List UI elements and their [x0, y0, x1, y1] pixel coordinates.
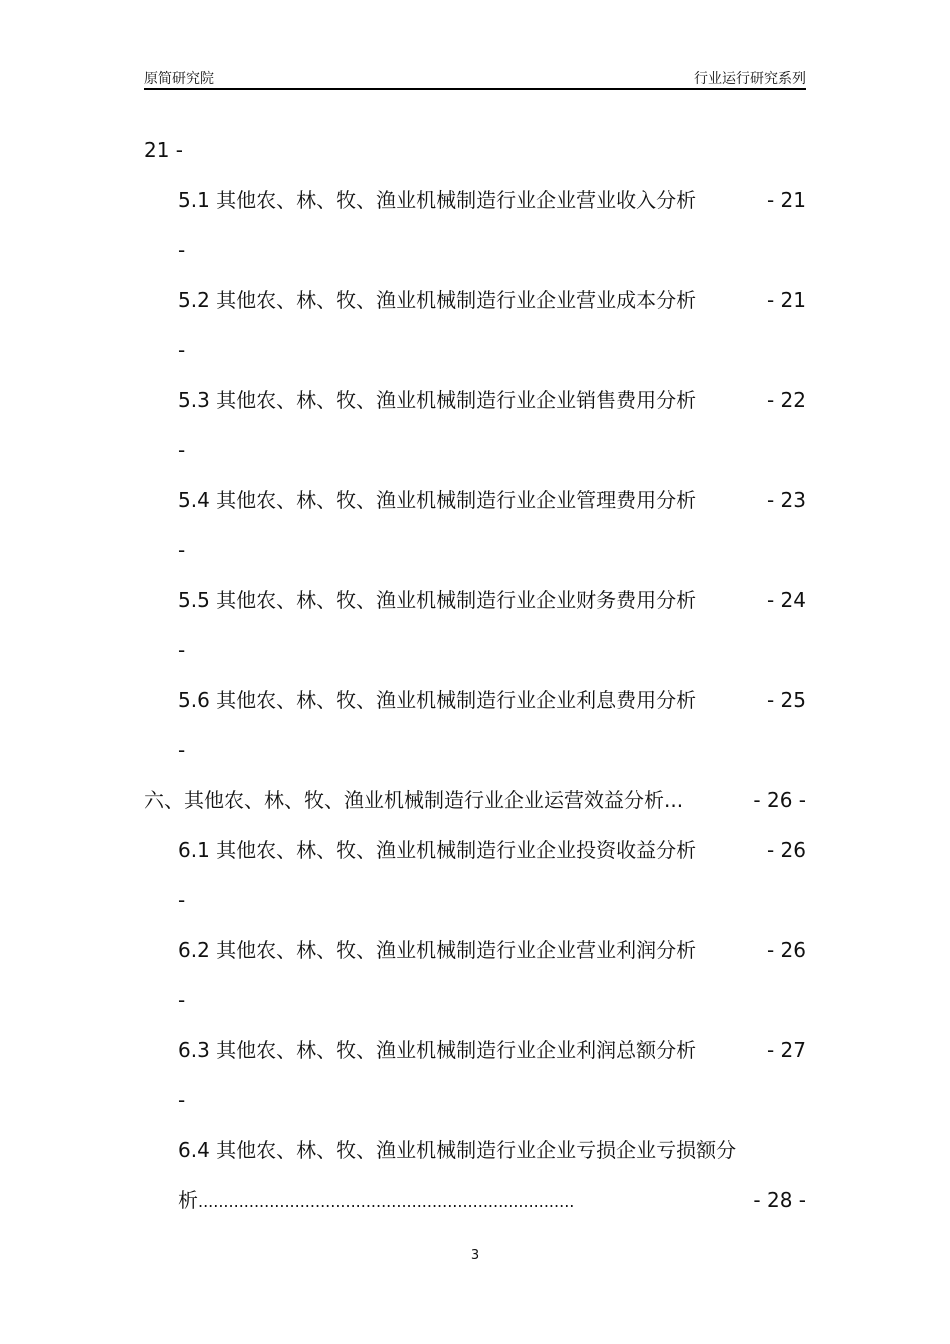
toc-entry-title-cont: 析	[178, 1188, 198, 1212]
toc-entry-title: 6.3 其他农、林、牧、渔业机械制造行业企业利润总额分析	[178, 1038, 697, 1062]
toc-entry-title: 5.1 其他农、林、牧、渔业机械制造行业企业营业收入分析	[178, 188, 697, 212]
toc-section-6[interactable]	[144, 788, 806, 812]
toc-entry-title: 6.1 其他农、林、牧、渔业机械制造行业企业投资收益分析	[178, 838, 697, 862]
toc-entry-5-3[interactable]	[178, 388, 806, 412]
toc-entry-5-5[interactable]	[178, 588, 806, 612]
header-left-text: 原简研究院	[144, 71, 214, 87]
toc-entry-title: 5.6 其他农、林、牧、渔业机械制造行业企业利息费用分析	[178, 688, 697, 712]
page-number: 3	[470, 1248, 480, 1263]
toc-entry-tail: -	[178, 1088, 186, 1112]
toc-entry-tail: -	[178, 438, 186, 462]
toc-entry-page: - 21	[766, 288, 806, 312]
toc-entry-5-6[interactable]	[178, 688, 806, 712]
toc-entry-5-1[interactable]	[178, 188, 806, 212]
toc-entry-tail: -	[178, 338, 186, 362]
toc-entry-leader: ..........................................................................	[198, 1192, 575, 1211]
toc-entry-page: - 28 -	[753, 1188, 806, 1212]
toc-entry-page: - 21	[766, 188, 806, 212]
toc-entry-tail: -	[178, 738, 186, 762]
toc-entry-tail: -	[178, 638, 186, 662]
toc-entry-title: 5.4 其他农、林、牧、渔业机械制造行业企业管理费用分析	[178, 488, 697, 512]
toc-entry-title: 6.4 其他农、林、牧、渔业机械制造行业企业亏损企业亏损额分	[178, 1138, 737, 1162]
toc-entry-5-4[interactable]	[178, 488, 806, 512]
toc-entry-6-3[interactable]	[178, 1038, 806, 1062]
toc-entry-title: 5.3 其他农、林、牧、渔业机械制造行业企业销售费用分析	[178, 388, 697, 412]
toc-entry-tail: -	[178, 988, 186, 1012]
toc-continuation: 21 -	[144, 138, 184, 162]
toc-entry-tail: -	[178, 888, 186, 912]
toc-entry-title: 5.5 其他农、林、牧、渔业机械制造行业企业财务费用分析	[178, 588, 697, 612]
toc-entry-6-4-continued	[178, 1188, 806, 1214]
header-right-text: 行业运行研究系列	[694, 71, 806, 87]
toc-entry-tail: -	[178, 538, 186, 562]
toc-entry-5-2[interactable]	[178, 288, 806, 312]
toc-entry-6-1[interactable]	[178, 838, 806, 862]
toc-entry-title: 5.2 其他农、林、牧、渔业机械制造行业企业营业成本分析	[178, 288, 697, 312]
toc-entry-page: - 24	[766, 588, 806, 612]
toc-entry-page: - 26	[766, 938, 806, 962]
toc-entry-title: 6.2 其他农、林、牧、渔业机械制造行业企业营业利润分析	[178, 938, 697, 962]
toc-section-title: 六、其他农、林、牧、渔业机械制造行业企业运营效益分析...	[144, 788, 684, 812]
toc-entry-page: - 26	[766, 838, 806, 862]
toc-entry-page: - 27	[766, 1038, 806, 1062]
toc-entry-page: - 25	[766, 688, 806, 712]
toc-entry-page: - 22	[766, 388, 806, 412]
toc-entry-6-2[interactable]	[178, 938, 806, 962]
toc-entry-tail: -	[178, 238, 186, 262]
toc-entry-page: - 23	[766, 488, 806, 512]
toc-entry-6-4[interactable]	[178, 1138, 806, 1162]
header-divider	[144, 88, 806, 90]
toc-section-page: - 26 -	[753, 788, 806, 812]
